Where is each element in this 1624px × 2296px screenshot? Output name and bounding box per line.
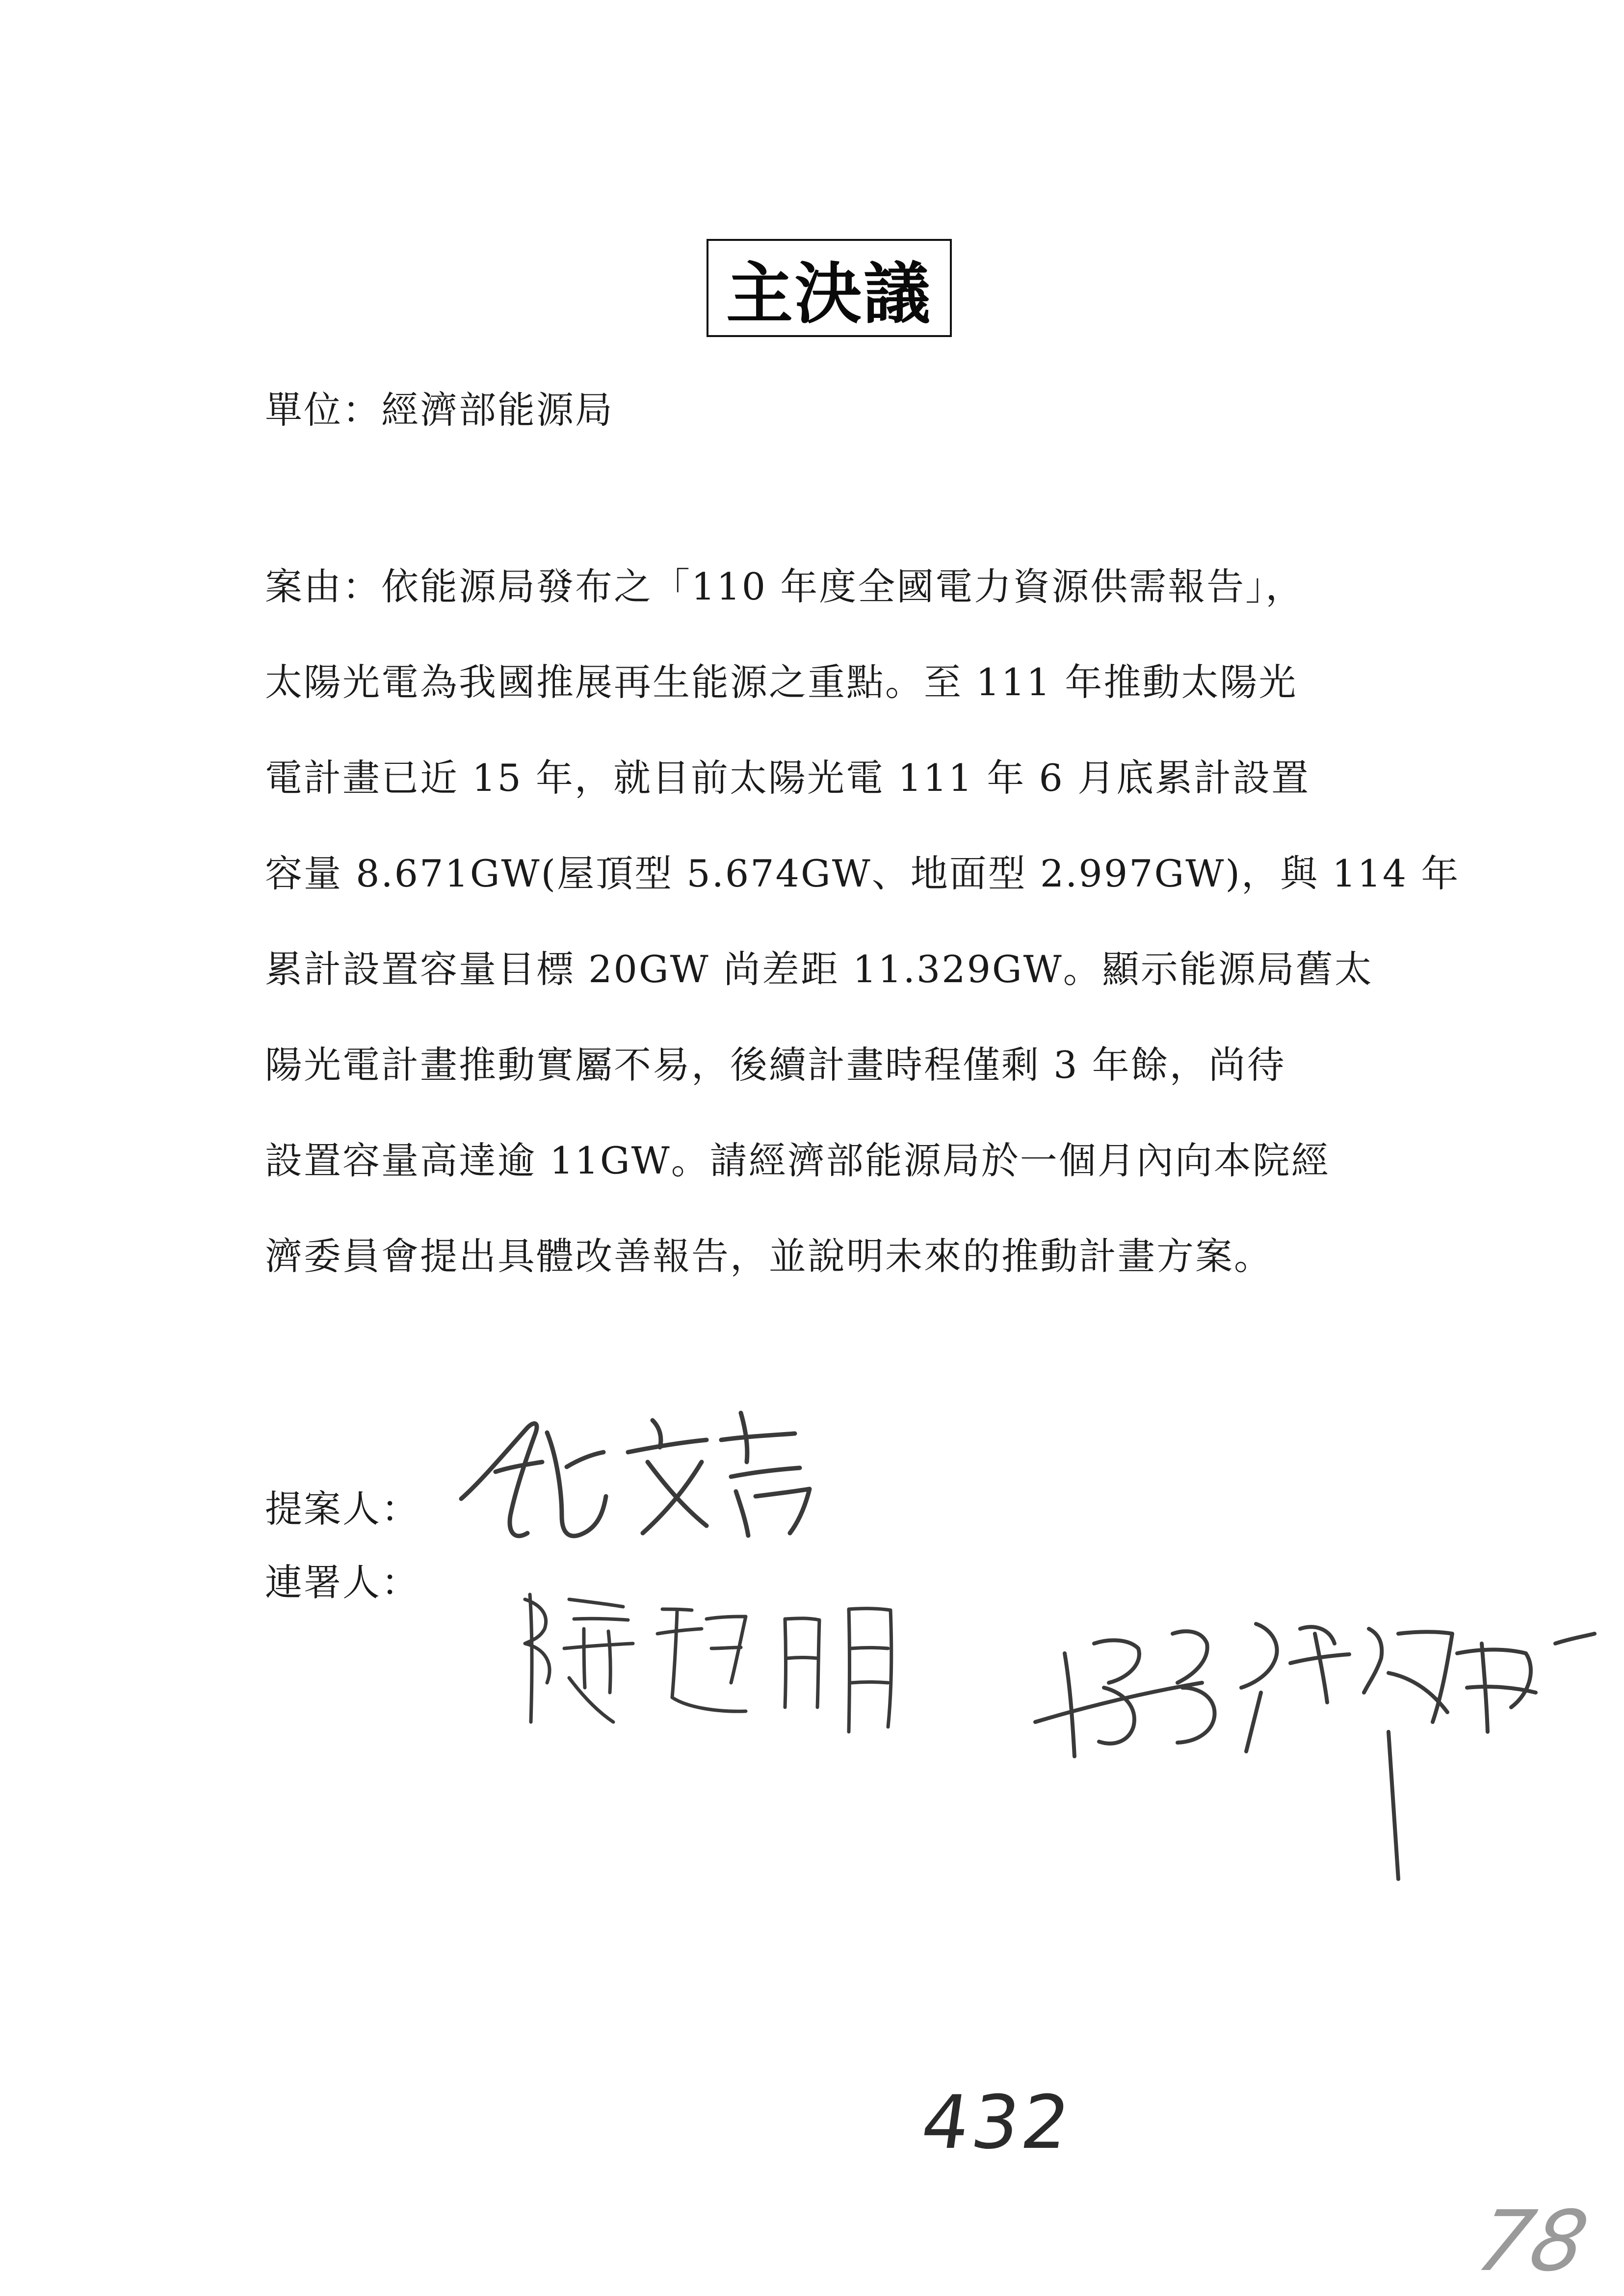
case-line: 電計畫已近 15 年，就目前太陽光電 111 年 6 月底累計設置: [265, 756, 1310, 800]
cosigner-signature-2: [1025, 1614, 1604, 1899]
case-line: 累計設置容量目標 20GW 尚差距 11.329GW。顯示能源局舊太: [265, 947, 1373, 991]
case-line: 設置容量高達逾 11GW。請經濟部能源局於一個月內向本院經: [265, 1139, 1330, 1182]
proposer-label: 提案人：: [265, 1487, 420, 1531]
cosigner-label: 連署人：: [265, 1561, 420, 1604]
handwritten-page-number: 432: [916, 2080, 1078, 2166]
document-title: 主決議: [726, 256, 932, 333]
proposer-signature: [442, 1393, 922, 1555]
case-line: 濟委員會提出具體改善報告，並說明未來的推動計畫方案。: [265, 1234, 1273, 1278]
case-line: 案由：依能源局發布之「110 年度全國電力資源供需報告」，: [265, 565, 1305, 608]
case-line: 容量 8.671GW(屋頂型 5.674GW、地面型 2.997GW)，與 114 年: [265, 852, 1460, 895]
unit-line: 單位：經濟部能源局: [265, 388, 614, 432]
case-line: 陽光電計畫推動實屬不易，後續計畫時程僅剩 3 年餘，尚待: [265, 1043, 1286, 1087]
title-box: [707, 239, 952, 337]
cosigner-signature-1: [510, 1590, 922, 1737]
handwritten-sheet-number: 78: [1468, 2193, 1596, 2290]
case-line: 太陽光電為我國推展再生能源之重點。至 111 年推動太陽光: [265, 660, 1298, 704]
